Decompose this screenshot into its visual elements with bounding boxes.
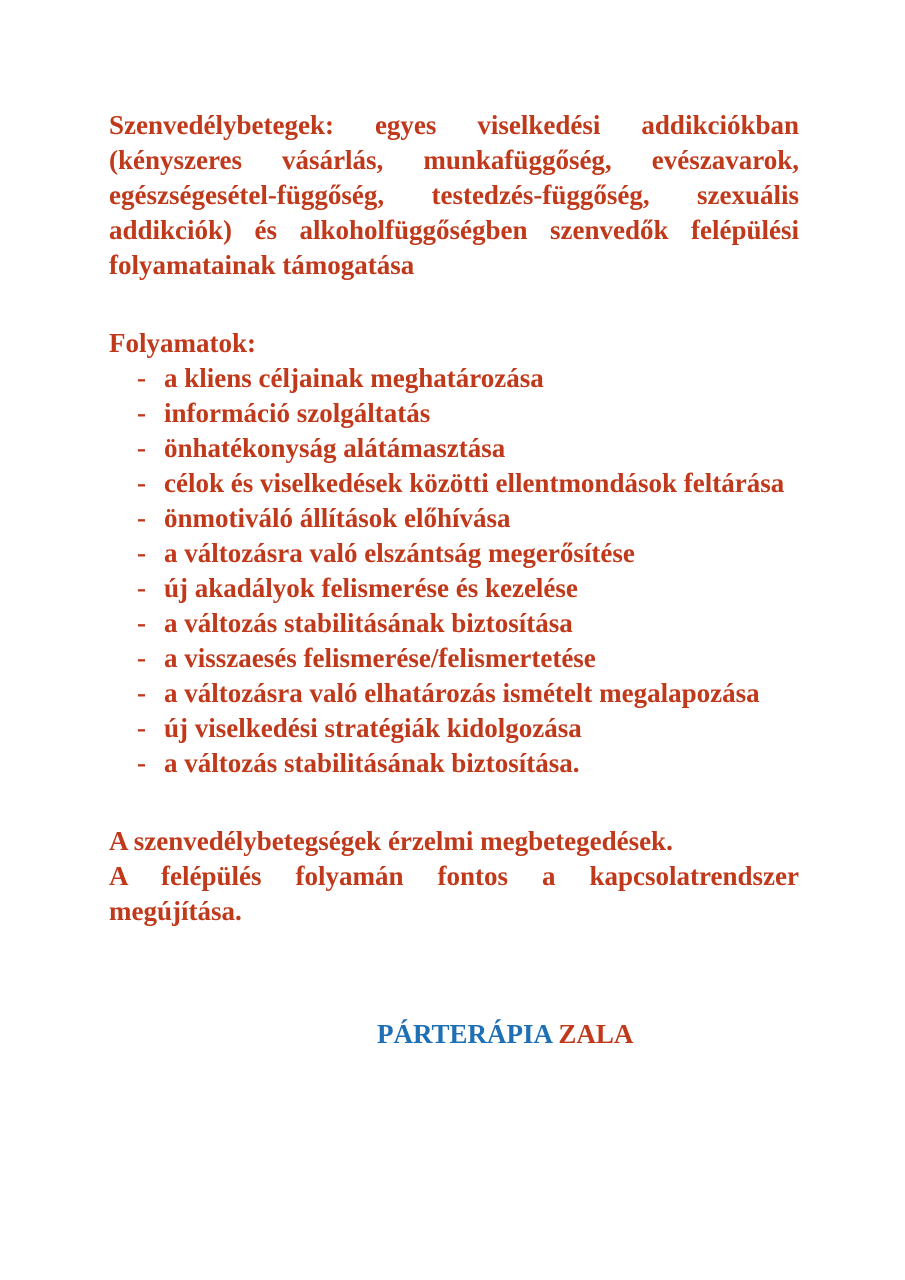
dash-marker: -	[137, 538, 146, 568]
list-item-text: új akadályok felismerése és kezelése	[164, 573, 578, 603]
list-item-text: a változásra való elhatározás ismételt megalapozása	[164, 678, 760, 708]
list-item	[137, 711, 799, 746]
list-item	[137, 431, 799, 466]
list-item-text: a visszaesés felismerése/felismertetése	[164, 643, 596, 673]
list-item-text: a kliens céljainak meghatározása	[164, 363, 544, 393]
list-item	[137, 606, 799, 641]
dash-marker: -	[137, 608, 146, 638]
list-item-text: információ szolgáltatás	[164, 398, 431, 428]
dash-marker: -	[137, 433, 146, 463]
processes-heading: Folyamatok:	[109, 328, 256, 358]
dash-marker: -	[137, 363, 146, 393]
dash-marker: -	[137, 748, 146, 778]
list-item	[137, 676, 799, 711]
list-item	[137, 361, 799, 396]
list-item-text: önmotiváló állítások előhívása	[164, 503, 511, 533]
intro-paragraph: Szenvedélybetegek: egyes viselkedési addikciókban (kényszeres vásárlás, munkafüggőség, evészavarok, egészségesétel-függőség, testedzés-függőség, szexuális addikciók) és alkoholfüggőségben szenvedők felépülési folyamatainak támogatása	[109, 110, 799, 280]
dash-marker: -	[137, 398, 146, 428]
list-item	[137, 536, 799, 571]
processes-list	[109, 361, 799, 781]
list-item-text: a változás stabilitásának biztosítása.	[164, 748, 580, 778]
closing-line-1: A szenvedélybetegségek érzelmi megbetegedések.	[109, 826, 673, 856]
list-item-text: a változásra való elszántság megerősítése	[164, 538, 635, 568]
dash-marker: -	[137, 468, 146, 498]
list-item-text: a változás stabilitásának biztosítása	[164, 608, 573, 638]
list-item	[137, 501, 799, 536]
list-item-text: új viselkedési stratégiák kidolgozása	[164, 713, 582, 743]
dash-marker: -	[137, 678, 146, 708]
signature	[0, 1017, 905, 1052]
dash-marker: -	[137, 573, 146, 603]
dash-marker: -	[137, 503, 146, 533]
list-item	[137, 641, 799, 676]
dash-marker: -	[137, 643, 146, 673]
signature-brand: PÁRTERÁPIA	[377, 1019, 552, 1049]
closing-line-2: A felépülés folyamán fontos a kapcsolatrendszer megújítása.	[109, 861, 799, 926]
list-item	[137, 746, 799, 781]
list-item	[137, 571, 799, 606]
list-item	[137, 466, 799, 501]
dash-marker: -	[137, 713, 146, 743]
signature-region: ZALA	[558, 1019, 634, 1049]
list-item-text: célok és viselkedések közötti ellentmondások feltárása	[164, 468, 785, 498]
list-item	[137, 396, 799, 431]
list-item-text: önhatékonyság alátámasztása	[164, 433, 506, 463]
document-body	[109, 108, 799, 929]
closing-block	[109, 824, 799, 929]
